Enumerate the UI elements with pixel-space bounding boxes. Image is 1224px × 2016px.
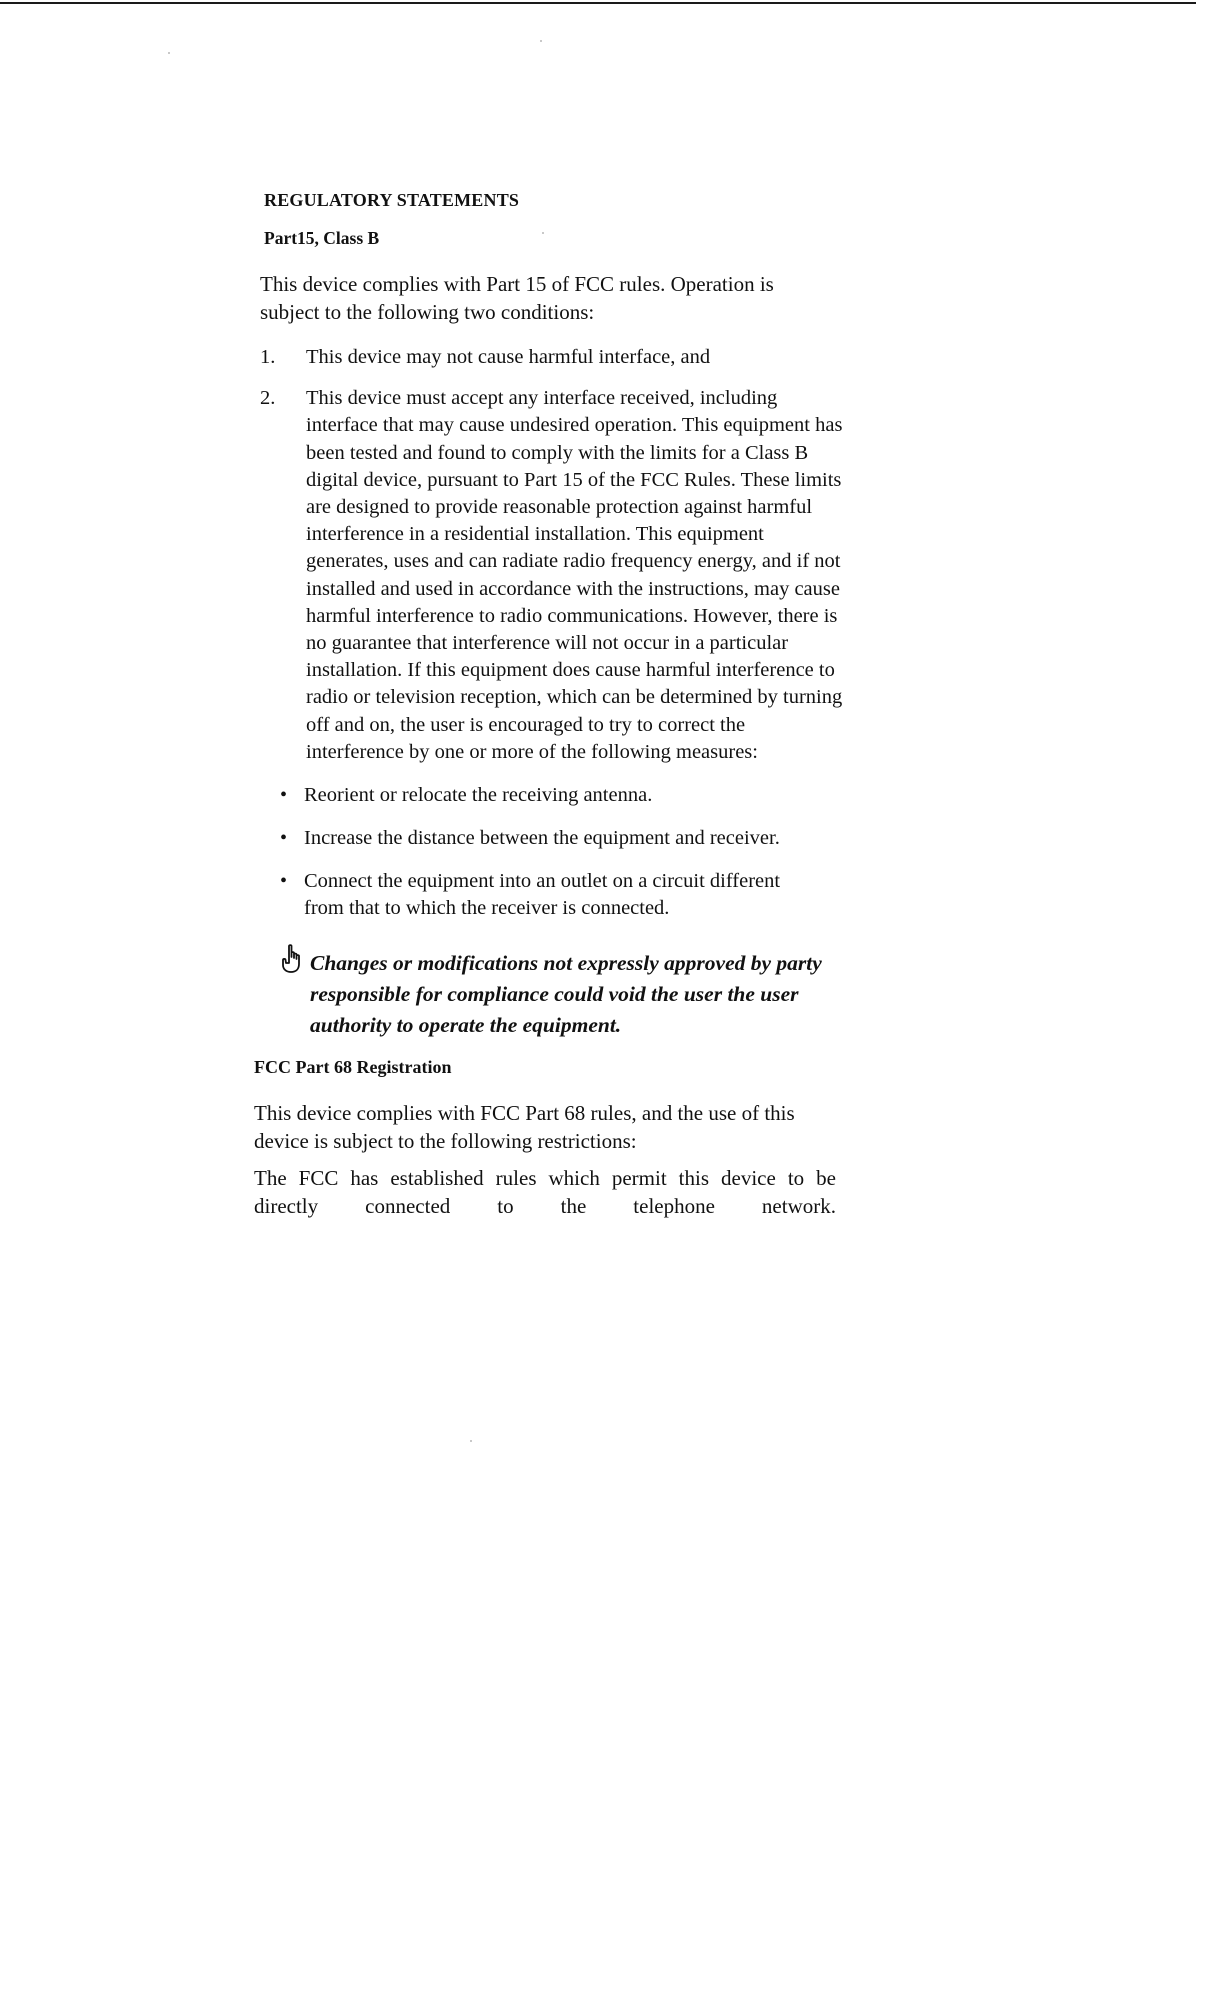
top-rule <box>0 2 1196 4</box>
bullet-icon: • <box>280 870 288 893</box>
scan-speck <box>540 40 542 42</box>
scan-speck <box>168 52 170 54</box>
scan-speck <box>470 1440 472 1442</box>
note-text: Changes or modifications not expressly approved by party responsible for compliance could void the user the user authority to operate the equipment. <box>310 951 822 1038</box>
part68-intro: This device complies with FCC Part 68 rules, and the use of this device is subject to the following restrictions: <box>254 1101 795 1153</box>
measure-item <box>254 782 824 809</box>
part68-subheading: FCC Part 68 Registration <box>254 1057 452 1078</box>
part68-body: The FCC has established rules which permit this device to be directly connected to the telephone network. <box>254 1166 836 1218</box>
measure-text: Increase the distance between the equipment and receiver. <box>304 827 780 850</box>
condition-number: 1. <box>260 346 276 368</box>
compliance-note <box>254 948 850 1041</box>
pointing-hand-icon <box>280 944 302 974</box>
condition-number: 2. <box>260 387 276 410</box>
condition-item <box>254 344 842 371</box>
page-heading: REGULATORY STATEMENTS <box>264 190 520 210</box>
measure-item <box>254 868 824 922</box>
condition-text: This device must accept any interface received, including interface that may cause undesired operation. This equipment has been tested and found to comply with the limits for a Class B digital device, pursuant to Part 15 of the FCC Rules. These limits are designed to provide reasonable protection against harmful interference in a residential installation. This equipment generates, uses and can radiate radio frequency energy, and if not installed and used in accordance with the instructions, may cause harmful interference to radio communications. However, there is no guarantee that interference will not occur in a particular installation. If this equipment does cause harmful interference to radio or television reception, which can be determined by turning off and on, the user is encouraged to try to correct the interference by one or more of the following measures: <box>306 387 843 763</box>
part15-intro: This device complies with Part 15 of FCC rules. Operation is subject to the following two conditions: <box>260 272 774 324</box>
bullet-icon: • <box>280 784 288 807</box>
measure-text: Reorient or relocate the receiving antenna. <box>304 784 653 807</box>
condition-text: This device may not cause harmful interface, and <box>306 346 711 368</box>
measure-item <box>254 825 824 852</box>
part15-subheading: Part15, Class B <box>264 228 380 248</box>
conditions-list <box>254 344 842 766</box>
measure-text: Connect the equipment into an outlet on a circuit different from that to which the receiver is connected. <box>304 870 781 920</box>
bullet-icon: • <box>280 827 288 850</box>
measures-list <box>254 782 842 922</box>
document-page <box>254 180 842 1220</box>
condition-item <box>254 385 846 766</box>
